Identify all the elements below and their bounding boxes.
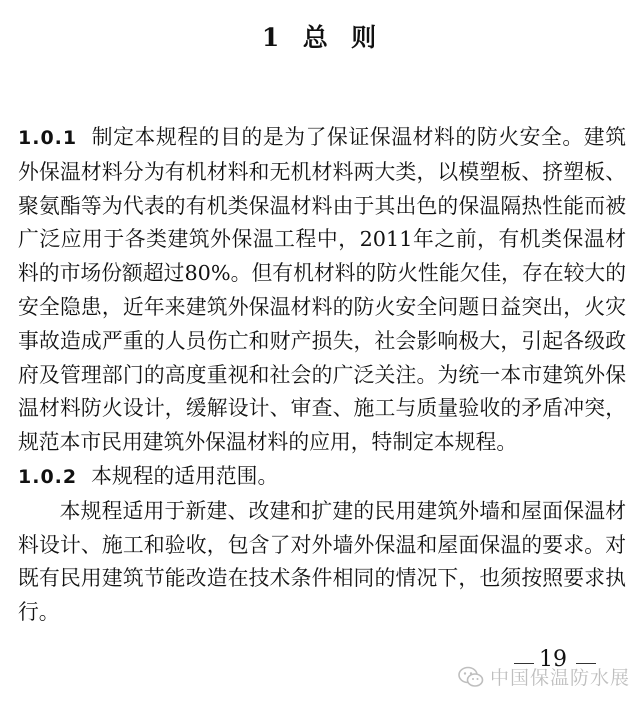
clause-1-0-2 [18,460,626,495]
clause-paragraph: 本规程适用于新建、改建和扩建的民用建筑外墙和屋面保温材料设计、施工和验收，包含了对外墙外保温和屋面保温的要求。对既有民用建筑节能改造在技术条件相同的情况下，也须按照要求执行。 [18,498,626,625]
chapter-title: 1 总 则 [261,23,379,52]
clause-text: 本规程的适用范围。 [91,463,279,488]
clause-text: 制定本规程的目的是为了保证保温材料的防火安全。建筑外保温材料分为有机材料和无机材料两大类，以模塑板、挤塑板、聚氨酯等为代表的有机类保温材料由于其出色的保温隔热性能而被广泛应用于各类建筑外保温工程中，2011年之前，有机类保温材料的市场份额超过80%。但有机材料的防火性能欠佳，存在较大的安全隐患，近年来建筑外保温材料的防火安全问题日益突出，火灾事故造成严重的人员伤亡和财产损失，社会影响极大，引起各级政府及管理部门的高度重视和社会的广泛关注。为统一本市建筑外保温材料防火设计，缓解设计、审查、施工与质量验收的矛盾冲突，规范本市民用建筑外保温材料的应用，特制定本规程。 [18,125,626,455]
page-number: 19 [539,647,567,672]
wechat-icon [458,666,484,688]
clause-number: 1.0.1 [18,127,78,149]
clause-1-0-1 [18,121,626,460]
clause-number: 1.0.2 [18,465,78,488]
body-text [18,121,626,630]
watermark-text: 中国保温防水展 [490,667,631,689]
watermark [458,663,630,690]
page-footer [0,643,640,705]
